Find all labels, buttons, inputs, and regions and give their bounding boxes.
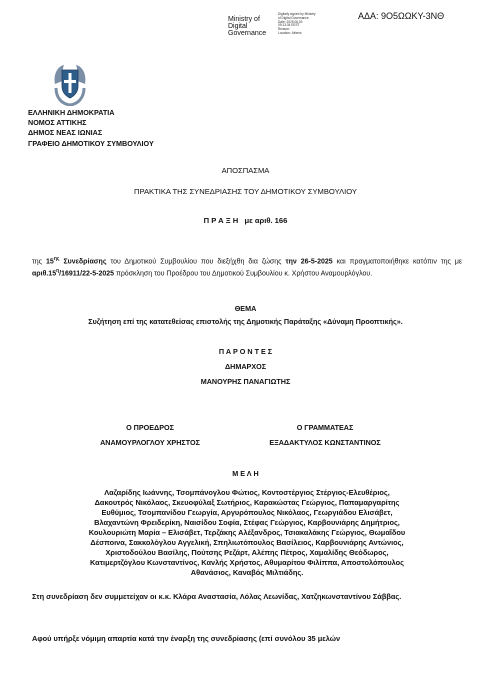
members-line: Χριστοδούλου Βασίλης, Πούτσης Ρεζάρτ, Αλέπης Πέτρος, Χαμαλίδης Θεόδωρος, — [105, 548, 389, 557]
members-line: Δέσποινα, Σακκολόγλου Αγγελική, Σπηλιωτόπουλος Βασίλειος, Καρβουνιάρης Αντώνιος, — [90, 538, 404, 547]
members-line: Αθανάσιος, Καναβός Μιλτιάδης. — [190, 568, 304, 577]
signature-detail: 09:13:34 EEST — [278, 23, 300, 28]
absent-paragraph: Στη συνεδρίαση δεν συμμετείχαν οι κ.κ. Κλάρα Αναστασία, Λόλας Λεωνίδας, Χατζηκωνσταντίνου Σάββας. — [32, 592, 402, 601]
members-line: Κουλουριώτη Μαρία – Ελισάβετ, Τερζάκης Αλέξανδρος, Τσιακαλάκης Γεώργιος, Θωμαΐδου — [88, 528, 406, 537]
signature-detail: Location: Athens — [278, 30, 302, 35]
signature-detail: of Digital Governance — [278, 15, 309, 20]
document-title: ΑΠΟΣΠΑΣΜΑ — [221, 166, 270, 175]
thema-text: Συζήτηση επί της κατατεθείσας επιστολής της Δημοτικής Παράταξης «Δύναμη Προοπτικής». — [88, 317, 403, 326]
signature-detail: Digitally signed by Ministry — [278, 12, 316, 16]
members-line: Δακουτρός Νικόλαος, Σκευοφύλαξ Σωτήριος, Καρακώστας Γεώργιος, Παπαμαργαρίτης — [94, 498, 400, 507]
signature-details — [278, 13, 338, 36]
session-word: Συνεδρίασης — [59, 258, 107, 266]
praxi-number: Π Ρ Α Ξ Η με αριθ. 166 — [203, 216, 288, 225]
members-label: Μ Ε Λ Η — [232, 469, 259, 478]
secretary-label: Ο ΓΡΑΜΜΑΤΕΑΣ — [296, 423, 354, 432]
greek-emblem-icon — [52, 62, 88, 106]
thema-label: ΘΕΜΑ — [234, 304, 257, 313]
mayor-name: ΜΑΝΟΥΡΗΣ ΠΑΝΑΓΙΩΤΗΣ — [200, 377, 291, 386]
header-line: ΝΟΜΟΣ ΑΤΤΙΚΗΣ — [28, 118, 87, 127]
intro-text: της — [32, 258, 47, 266]
invitation-ref: αριθ.15 — [32, 270, 57, 278]
intro-text: πρόσκληση του Προέδρου του Δημοτικού Συμβουλίου κ. Χρήστου Αναμουρλόγλου. — [114, 270, 373, 278]
president-label: Ο ΠΡΟΕΔΡΟΣ — [126, 423, 174, 432]
header-line: ΕΛΛΗΝΙΚΗ ΔΗΜΟΚΡΑΤΙΑ — [28, 108, 115, 117]
members-line: Βλαχαντώνη Φρειδερίκη, Ναισίδου Σοφία, Στέφας Γεώργιος, Καρβουνιάρης Δημήτριος, — [94, 518, 400, 527]
members-line: Κατιμερτζόγλου Κωνσταντίνος, Κανλής Χρήστος, Αθυμαρίτου Φιλίππα, Αποστολόπουλος — [90, 558, 404, 567]
president-name: ΑΝΑΜΟΥΡΛΟΓΛΟΥ ΧΡΗΣΤΟΣ — [100, 438, 200, 447]
session-date: την 26-5-2025 — [285, 258, 333, 266]
mayor-label: ΔΗΜΑΡΧΟΣ — [224, 362, 267, 371]
session-number: 15 — [46, 258, 54, 266]
ada-code: ΑΔΑ: 9Ο5ΩΩΚΥ-3ΝΘ — [358, 11, 445, 21]
members-line: Ευθύμιος, Τσομπανίδου Γεωργία, Αργυρόπουλος Νικόλαος, Γεωργιάδου Ελισάβετ, — [101, 508, 393, 517]
signature-line: Digital — [228, 23, 248, 30]
secretary-name: ΕΞΑΔΑΚΤΥΛΟΣ ΚΩΝΣΤΑΝΤΙΝΟΣ — [269, 438, 381, 447]
header-line: ΔΗΜΟΣ ΝΕΑΣ ΙΩΝΙΑΣ — [28, 128, 103, 137]
document-subtitle: ΠΡΑΚΤΙΚΑ ΤΗΣ ΣΥΝΕΔΡΙΑΣΗΣ ΤΟΥ ΔΗΜΟΤΙΚΟΥ ΣΥΜΒΟΥΛΙΟΥ — [133, 187, 357, 196]
invitation-ref-rest: /16911/22-5-2025 — [59, 270, 115, 278]
quorum-paragraph: Αφού υπήρξε νόμιμη απαρτία κατά την έναρξη της συνεδρίασης (επί συνόλου 35 μελών — [32, 634, 341, 643]
members-line: Λαζαρίδης Ιωάννης, Τσομπάνογλου Φώτιος, Κοντοστέργιος Στέργιος-Ελευθέριος, — [104, 488, 390, 497]
parontes-label: Π Α Ρ Ο Ν Τ Ε Σ — [218, 347, 273, 356]
intro-text: και πραγματοποιήθηκε κατόπιν της με — [332, 258, 463, 266]
signature-line: Ministry of — [228, 16, 260, 23]
signature-line: Governance — [228, 30, 267, 37]
signature-detail: Reason: — [278, 27, 290, 32]
invitation-suffix: η — [56, 267, 60, 274]
session-suffix: ης — [53, 256, 60, 262]
header-line: ΓΡΑΦΕΙΟ ΔΗΜΟΤΙΚΟΥ ΣΥΜΒΟΥΛΙΟΥ — [28, 139, 154, 148]
signature-detail: Date: 2025.06.03 — [278, 19, 303, 24]
intro-text: του Δημοτικού Συμβουλίου που διεξήχθη δια ζώσης — [106, 258, 286, 266]
intro-paragraph — [32, 255, 462, 279]
members-list — [32, 488, 462, 578]
